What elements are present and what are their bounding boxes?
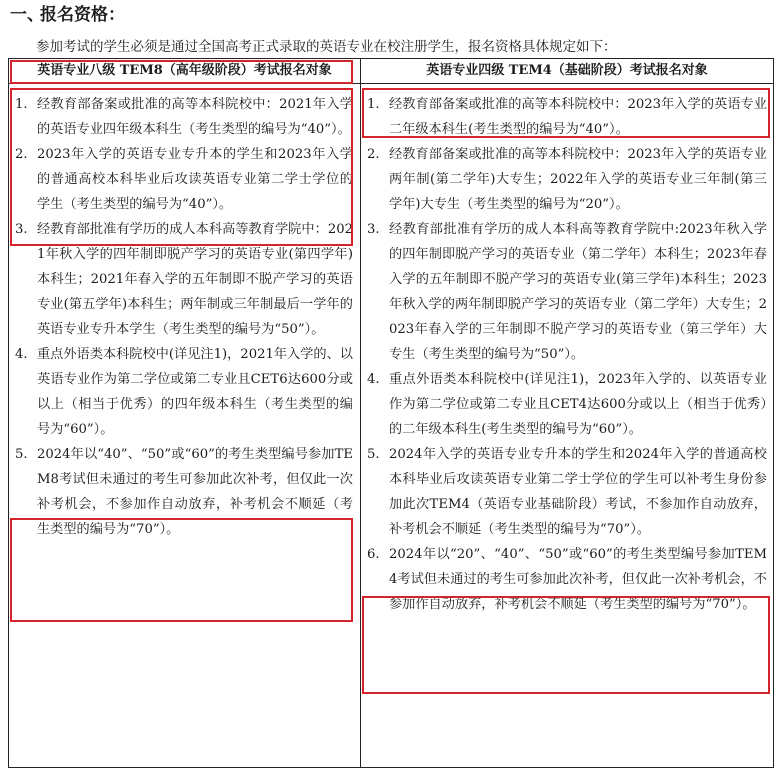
tem8-item-4 — [15, 342, 353, 442]
tem8-item-5 — [15, 442, 353, 542]
item-number: 1. — [15, 97, 28, 112]
tem8-item-1 — [15, 92, 353, 142]
section-title: 报名资格： — [40, 5, 125, 25]
item-text: 2024年入学的英语专业专升本的学生和2024年入学的普通高校本科毕业后攻读英语专业第二学士学位的学生可以补考生身份参加此次TEM4（英语专业基础阶段）考试，不参加作自动放弃，补考机会不顺延（考生类型的编号为“70”）。 — [389, 447, 767, 537]
section-number: 一、 — [10, 5, 44, 25]
item-number: 3. — [15, 222, 28, 237]
item-text: 2024年以“20”、“40”、“50”或“60”的考生类型编号参加TEM4考试但未通过的考生可参加此次补考，但仅此一次补考机会，不参加作自动放弃，补考机会不顺延（考生类型的编号为“70”）。 — [389, 547, 767, 612]
item-number: 5. — [367, 447, 380, 462]
tem4-item-6 — [367, 542, 767, 617]
item-number: 4. — [15, 347, 28, 362]
tem4-item-1 — [367, 92, 767, 142]
tem4-item-5 — [367, 442, 767, 542]
tem4-item-list — [367, 92, 767, 617]
item-number: 6. — [367, 547, 380, 562]
tem4-item-2 — [367, 142, 767, 217]
tem8-item-3 — [15, 217, 353, 342]
item-text: 重点外语类本科院校中(详见注1)，2023年入学的、以英语专业作为第二学位或第二专业且CET4达600分或以上（相当于优秀）的二年级本科生(考生类型的编号为“60”）。 — [389, 372, 767, 437]
item-text: 经教育部批准有学历的成人本科高等教育学院中:2023年秋入学的四年制即脱产学习的英语专业（第二学年）本科生；2023年春入学的五年制即不脱产学习的英语专业(第三学年)本科生；2023年秋入学的两年制即脱产学习的英语专业（第二学年）大专生；2023年春入学的三年制即不脱产学习的英语专业（第三学年）大专生（考生类型的编号为“50”）。 — [389, 222, 767, 362]
item-text: 经教育部备案或批准的高等本科院校中：2021年入学的英语专业四年级本科生（考生类型的编号为“40”）。 — [37, 97, 353, 137]
item-text: 2023年入学的英语专业专升本的学生和2023年入学的普通高校本科毕业后攻读英语专业第二学士学位的学生（考生类型的编号为“40”）。 — [37, 147, 353, 212]
item-text: 经教育部备案或批准的高等本科院校中：2023年入学的英语专业二年级本科生(考生类型的编号为“40”）。 — [389, 97, 767, 137]
tem4-item-4 — [367, 367, 767, 442]
item-text: 重点外语类本科院校中(详见注1)，2021年入学的、以英语专业作为第二学位或第二专业且CET6达600分或以上（相当于优秀）的四年级本科生（考生类型的编号为“60”）。 — [37, 347, 353, 437]
item-text: 经教育部备案或批准的高等本科院校中：2023年入学的英语专业两年制(第二学年)大专生；2022年入学的英语专业三年制(第三学年)大专生（考生类型的编号为“20”）。 — [389, 147, 767, 212]
item-number: 3. — [367, 222, 380, 237]
column-divider — [360, 59, 361, 767]
tem4-column-header: 英语专业四级 TEM4（基础阶段）考试报名对象 — [426, 63, 708, 78]
item-text: 经教育部批准有学历的成人本科高等教育学院中：2021年秋入学的四年制即脱产学习的英语专业(第四学年)本科生；2021年春入学的五年制即不脱产学习的英语专业(第五学年)本科生；两年制或三年制最后一学年的英语专业专升本学生（考生类型的编号为“50”）。 — [37, 222, 353, 337]
tem8-item-list — [15, 92, 353, 542]
tem4-item-3 — [367, 217, 767, 367]
item-number: 4. — [367, 372, 380, 387]
item-number: 2. — [15, 147, 28, 162]
item-number: 1. — [367, 97, 380, 112]
eligibility-table — [8, 58, 774, 768]
intro-paragraph: 参加考试的学生必须是通过全国高考正式录取的英语专业在校注册学生，报名资格具体规定如下： — [36, 39, 617, 55]
item-number: 2. — [367, 147, 380, 162]
header-rule — [9, 83, 773, 84]
item-text: 2024年以“40”、“50”或“60”的考生类型编号参加TEM8考试但未通过的考生可参加此次补考，但仅此一次补考机会，不参加作自动放弃，补考机会不顺延（考生类型的编号为“70”）。 — [37, 447, 353, 537]
tem8-item-2 — [15, 142, 353, 217]
item-number: 5. — [15, 447, 28, 462]
tem8-column-header: 英语专业八级 TEM8（高年级阶段）考试报名对象 — [37, 63, 332, 78]
section-heading — [10, 2, 125, 28]
